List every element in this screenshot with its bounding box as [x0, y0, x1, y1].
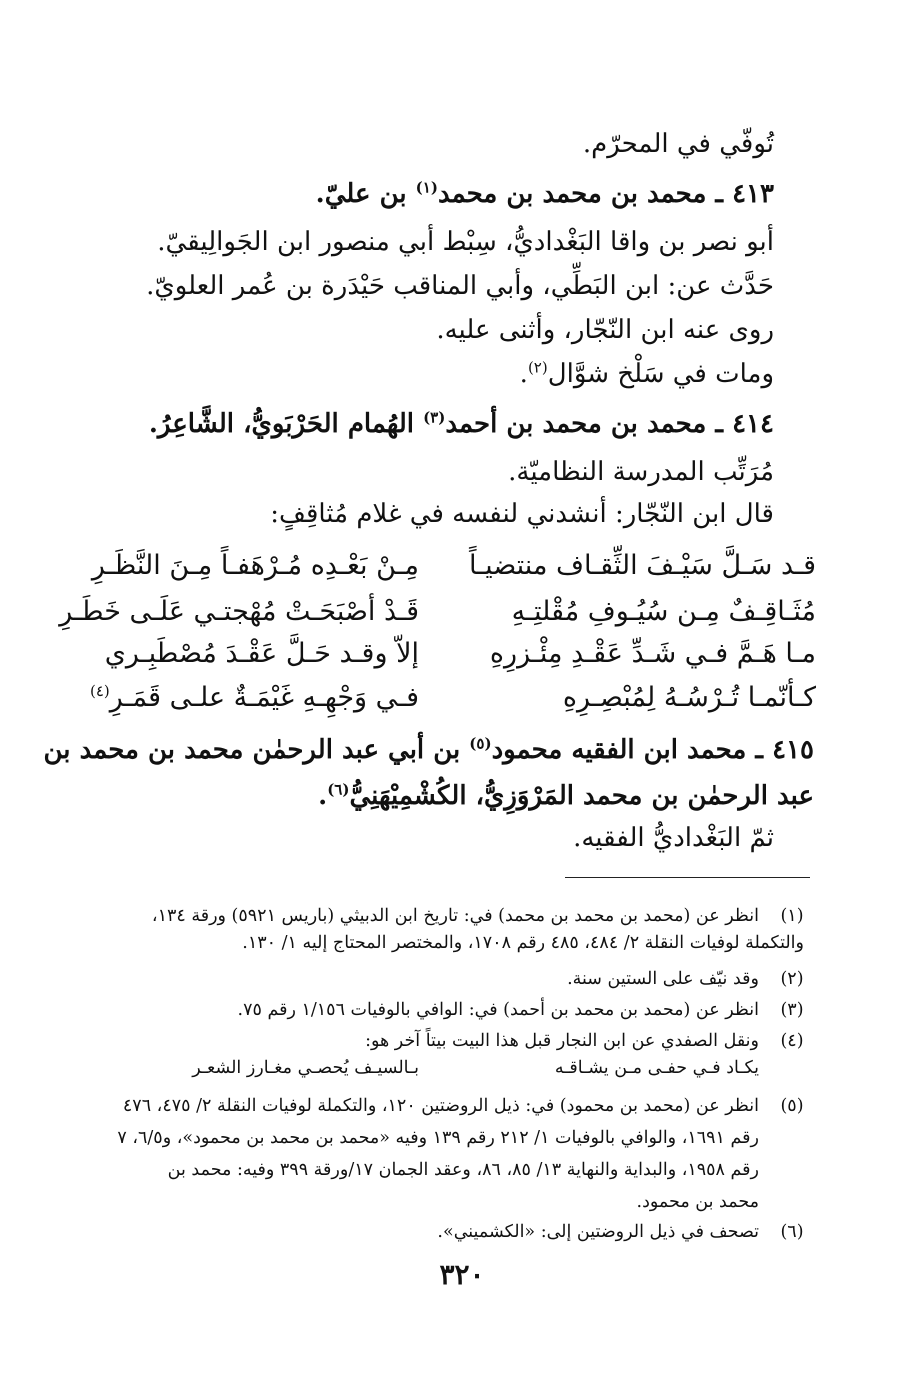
footnote-line: وقد نيّف على الستين سنة.	[567, 969, 759, 989]
footnote-ref: (١)	[415, 178, 438, 197]
verse-hemistich-right: يكـاد فـي حفـى مـن يشـاقـه	[554, 1058, 759, 1078]
footnote-line: انظر عن (محمد بن محمد بن محمد) في: تاريخ ابن الدبيثي (باريس ٥٩٢١) ورقة ١٣٤،	[151, 906, 759, 926]
entry-heading-text: ٤١٤ ـ محمد بن محمد بن أحمد	[445, 409, 774, 439]
verse-hemistich-left: مِـنْ بَعْـدِه مُـرْهَفـاً مِـنَ النَّظَـرِ	[91, 550, 419, 581]
verse-hemistich-left: بـالسيـف يُحصـي مغـارز الشعـر	[192, 1058, 419, 1078]
footnote-number: (٦)	[780, 1222, 804, 1242]
entry-heading-415	[43, 730, 814, 770]
entry-heading-text: ٤١٣ ـ محمد بن محمد بن محمد	[437, 179, 774, 209]
entry-heading-415-cont	[318, 776, 814, 816]
text-line: أبو نصر بن واقا البَغْداديُّ، سِبْط أبي منصور ابن الجَوالِيقيّ.	[157, 227, 774, 257]
footnote-number: (٣)	[780, 1000, 804, 1020]
text-line: تُوفّي في المحرّم.	[582, 129, 774, 159]
entry-heading-414	[149, 404, 774, 444]
footnote-ref: (٤)	[89, 682, 110, 700]
footnote-separator	[565, 877, 810, 878]
footnote-ref: (٢)	[527, 358, 548, 377]
text-line: مُرَتِّب المدرسة النظاميّة.	[508, 457, 774, 487]
text-line: ثمّ البَغْداديُّ الفقيه.	[573, 823, 774, 853]
verse-hemistich-left: قَـدْ أصْبَحَـتْ مُهْجتـي عَلَـى خَطَـرِ	[59, 596, 419, 627]
text-span: .	[519, 359, 528, 389]
footnote-line: والتكملة لوفيات النقلة ٢/ ٤٨٤، ٤٨٥ رقم ١٧٠٨، والمختصر المحتاج إليه ١/ ١٣٠.	[242, 933, 804, 953]
verse-hemistich-right: كـأنّمـا تُـرْسُـهُ لِمُبْصِـرِهِ	[562, 682, 816, 713]
page-number: ٣٢٠	[439, 1258, 485, 1291]
verse-hemistich-left: إلاّ وقـد حَـلَّ عَقْـدَ مُصْطَبِـري	[104, 638, 419, 669]
footnote-line: رقم ١٩٥٨، والبداية والنهاية ١٣/ ٨٥، ٨٦، وعقد الجمان ١٧/ورقة ٣٩٩ وفيه: محمد بن	[167, 1160, 759, 1180]
footnote-line: انظر عن (محمد بن محمد بن أحمد) في: الوافي بالوفيات ١/١٥٦ رقم ٧٥.	[237, 1000, 759, 1020]
footnote-ref: (٥)	[469, 734, 492, 753]
verse-hemistich-right: مـا هَـمَّ فـي شَـدِّ عَقْـدِ مِئْـزرِهِ	[489, 638, 816, 669]
entry-heading-413	[316, 174, 774, 214]
footnote-ref: (٣)	[423, 408, 446, 427]
entry-heading-text: ٤١٥ ـ محمد ابن الفقيه محمود	[491, 735, 814, 765]
text-line: قال ابن النّجّار: أنشدني لنفسه في غلام مُثاقِفٍ:	[270, 499, 774, 529]
verse-hemistich-left	[90, 678, 419, 718]
footnote-ref: (٦)	[327, 780, 350, 799]
footnote-number: (١)	[780, 906, 804, 926]
verse-text: فـي وَجْهِـهِ غَيْمَـةٌ علـى قَمَـرِ	[109, 682, 419, 713]
text-line: روى عنه ابن النّجّار، وأثنى عليه.	[436, 315, 774, 345]
footnote-line: رقم ١٦٩١، والوافي بالوفيات ١/ ٢١٢ رقم ١٣٩ وفيه «محمد بن محمد بن محمود»، و٦/٥، ٧	[117, 1128, 759, 1148]
entry-heading-text: بن عليّ.	[315, 179, 416, 209]
entry-heading-text: عبد الرحمٰن بن محمد المَرْوَزِيُّ، الكُشْمِيْهَنِيُّ	[349, 781, 814, 811]
footnote-number: (٥)	[780, 1096, 804, 1116]
footnote-line: ونقل الصفدي عن ابن النجار قبل هذا البيت بيتاً آخر هو:	[365, 1031, 759, 1051]
footnote-number: (٤)	[780, 1031, 804, 1051]
footnote-line: تصحف في ذيل الروضتين إلى: «الكشميني».	[437, 1222, 759, 1242]
footnote-line: انظر عن (محمد بن محمود) في: ذيل الروضتين ١٢٠، والتكملة لوفيات النقلة ٢/ ٤٧٥، ٤٧٦	[122, 1096, 759, 1116]
text-line: حَدَّث عن: ابن البَطِّي، وأبي المناقب حَيْدَرة بن عُمر العلويّ.	[146, 271, 774, 301]
text-line	[520, 354, 774, 394]
verse-hemistich-right: مُثَـاقِـفٌ مِـن سُيُـوفِ مُقْلتِـهِ	[511, 596, 816, 627]
entry-heading-text: الهُمام الحَرْبَويُّ، الشَّاعِرُ.	[148, 409, 424, 439]
footnote-number: (٢)	[780, 969, 804, 989]
text-span: ومات في سَلْخ شوَّال	[547, 359, 774, 389]
footnote-line: محمد بن محمود.	[636, 1192, 759, 1212]
entry-heading-text: بن أبي عبد الرحمٰن محمد بن محمد بن	[43, 735, 470, 765]
verse-hemistich-right: قـد سَـلَّ سَيْـفَ الثِّقـاف منتضيـاً	[468, 550, 816, 581]
entry-heading-text: .	[318, 781, 328, 811]
